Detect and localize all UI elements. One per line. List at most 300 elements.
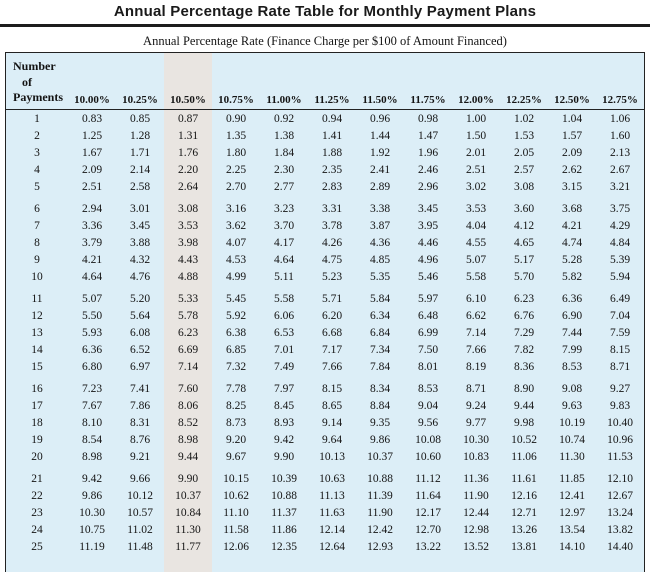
apr-value-cell: 0.90 (225, 113, 247, 125)
apr-value-cell: 3.23 (273, 203, 295, 215)
apr-value-cell: 6.53 (273, 327, 295, 339)
apr-value-cell: 1.60 (609, 130, 631, 142)
apr-value-cell: 3.78 (321, 220, 343, 232)
payments-count-cell: 24 (31, 524, 43, 536)
apr-value-cell: 10.39 (271, 473, 297, 485)
apr-value-cell: 4.04 (465, 220, 487, 232)
payments-count-cell: 15 (31, 361, 43, 373)
apr-value-cell: 1.02 (513, 113, 535, 125)
apr-value-cell: 12.42 (367, 524, 393, 536)
apr-value-cell: 4.53 (225, 254, 247, 266)
apr-value-cell: 7.14 (465, 327, 487, 339)
apr-value-cell: 11.06 (511, 451, 537, 463)
apr-value-cell: 1.06 (609, 113, 631, 125)
apr-value-cell: 1.53 (513, 130, 535, 142)
apr-value-cell: 1.25 (81, 130, 103, 142)
apr-value-cell: 4.07 (225, 237, 247, 249)
apr-value-cell: 4.32 (129, 254, 151, 266)
table-row (6, 252, 644, 269)
apr-value-cell: 5.28 (561, 254, 583, 266)
apr-value-cell: 1.57 (561, 130, 583, 142)
apr-value-cell: 11.37 (271, 507, 297, 519)
apr-value-cell: 9.86 (369, 434, 391, 446)
apr-value-cell: 7.01 (273, 344, 295, 356)
apr-value-cell: 6.23 (177, 327, 199, 339)
apr-value-cell: 5.46 (417, 271, 439, 283)
apr-value-cell: 6.48 (417, 310, 439, 322)
apr-value-cell: 0.83 (81, 113, 103, 125)
apr-value-cell: 2.30 (273, 164, 295, 176)
apr-value-cell: 10.13 (319, 451, 345, 463)
apr-value-cell: 9.64 (321, 434, 343, 446)
apr-value-cell: 13.24 (607, 507, 633, 519)
payments-count-cell: 8 (34, 237, 40, 249)
table-row (6, 145, 644, 162)
apr-value-cell: 11.13 (319, 490, 345, 502)
apr-value-cell: 1.04 (561, 113, 583, 125)
apr-value-cell: 7.29 (513, 327, 535, 339)
apr-value-cell: 11.36 (463, 473, 489, 485)
apr-value-cell: 5.35 (369, 271, 391, 283)
apr-value-cell: 8.15 (321, 383, 343, 395)
apr-value-cell: 2.13 (609, 147, 631, 159)
apr-value-cell: 5.64 (129, 310, 151, 322)
apr-value-cell: 5.17 (513, 254, 535, 266)
apr-value-cell: 9.04 (417, 400, 439, 412)
table-row (6, 381, 644, 398)
apr-value-cell: 1.50 (465, 130, 487, 142)
payments-count-cell: 6 (34, 203, 40, 215)
apr-value-cell: 6.84 (369, 327, 391, 339)
payments-count-cell: 7 (34, 220, 40, 232)
apr-value-cell: 10.57 (127, 507, 153, 519)
apr-value-cell: 8.36 (513, 361, 535, 373)
payments-count-cell: 5 (34, 181, 40, 193)
apr-value-cell: 6.97 (129, 361, 151, 373)
apr-value-cell: 8.98 (177, 434, 199, 446)
apr-value-cell: 7.23 (81, 383, 103, 395)
apr-value-cell: 7.99 (561, 344, 583, 356)
apr-value-cell: 8.25 (225, 400, 247, 412)
apr-value-cell: 4.88 (177, 271, 199, 283)
payments-count-cell: 11 (31, 293, 43, 305)
apr-value-cell: 10.08 (415, 434, 441, 446)
apr-value-cell: 3.45 (417, 203, 439, 215)
apr-value-cell: 1.44 (369, 130, 391, 142)
apr-value-cell: 8.73 (225, 417, 247, 429)
apr-value-cell: 5.94 (609, 271, 631, 283)
payments-count-cell: 16 (31, 383, 43, 395)
table-row (6, 505, 644, 522)
apr-value-cell: 6.68 (321, 327, 343, 339)
apr-value-cell: 8.53 (417, 383, 439, 395)
apr-value-cell: 3.53 (177, 220, 199, 232)
apr-value-cell: 4.64 (273, 254, 295, 266)
apr-value-cell: 5.20 (129, 293, 151, 305)
apr-value-cell: 13.54 (559, 524, 585, 536)
apr-value-cell: 2.05 (513, 147, 535, 159)
apr-value-cell: 0.85 (129, 113, 151, 125)
apr-value-cell: 4.96 (417, 254, 439, 266)
apr-value-cell: 11.30 (559, 451, 585, 463)
apr-value-cell: 7.34 (369, 344, 391, 356)
apr-value-cell: 13.52 (463, 541, 489, 553)
apr-value-cell: 6.80 (81, 361, 103, 373)
table-body (6, 110, 644, 556)
apr-value-cell: 10.30 (79, 507, 105, 519)
row-group (6, 471, 644, 556)
apr-value-cell: 8.54 (81, 434, 103, 446)
apr-value-cell: 9.90 (273, 451, 295, 463)
apr-value-cell: 2.67 (609, 164, 631, 176)
apr-value-cell: 7.66 (321, 361, 343, 373)
apr-value-cell: 13.82 (607, 524, 633, 536)
table-row (6, 449, 644, 466)
table-header-row (6, 53, 644, 110)
apr-value-cell: 10.60 (415, 451, 441, 463)
apr-value-cell: 1.28 (129, 130, 151, 142)
apr-value-cell: 4.29 (609, 220, 631, 232)
apr-value-cell: 1.84 (273, 147, 295, 159)
apr-value-cell: 8.52 (177, 417, 199, 429)
apr-value-cell: 6.62 (465, 310, 487, 322)
table-row (6, 522, 644, 539)
apr-value-cell: 10.96 (607, 434, 633, 446)
apr-value-cell: 2.51 (465, 164, 487, 176)
apr-value-cell: 3.36 (81, 220, 103, 232)
apr-value-cell: 14.10 (559, 541, 585, 553)
apr-value-cell: 9.20 (225, 434, 247, 446)
apr-value-cell: 2.09 (81, 164, 103, 176)
apr-value-cell: 6.20 (321, 310, 343, 322)
apr-value-cell: 3.53 (465, 203, 487, 215)
apr-value-cell: 1.67 (81, 147, 103, 159)
apr-value-cell: 0.98 (417, 113, 439, 125)
apr-value-cell: 2.01 (465, 147, 487, 159)
rate-column-header: 12.50% (554, 94, 590, 106)
apr-value-cell: 5.23 (321, 271, 343, 283)
apr-value-cell: 10.75 (79, 524, 105, 536)
payments-count-cell: 2 (34, 130, 40, 142)
table-row (6, 291, 644, 308)
apr-value-cell: 12.35 (271, 541, 297, 553)
apr-value-cell: 13.81 (511, 541, 537, 553)
apr-value-cell: 8.71 (609, 361, 631, 373)
apr-value-cell: 12.06 (223, 541, 249, 553)
apr-value-cell: 12.71 (511, 507, 537, 519)
apr-value-cell: 7.86 (129, 400, 151, 412)
rate-column-header: 12.00% (458, 94, 494, 106)
apr-value-cell: 10.88 (367, 473, 393, 485)
rate-column-header: 12.75% (602, 94, 638, 106)
apr-value-cell: 2.77 (273, 181, 295, 193)
apr-value-cell: 5.92 (225, 310, 247, 322)
apr-value-cell: 8.19 (465, 361, 487, 373)
apr-value-cell: 7.44 (561, 327, 583, 339)
table-row (6, 415, 644, 432)
row-group (6, 201, 644, 286)
apr-value-cell: 5.82 (561, 271, 583, 283)
apr-value-cell: 6.23 (513, 293, 535, 305)
apr-value-cell: 7.82 (513, 344, 535, 356)
apr-value-cell: 5.78 (177, 310, 199, 322)
payments-header-line-3: Payments (13, 90, 63, 104)
apr-value-cell: 11.10 (223, 507, 249, 519)
apr-value-cell: 9.35 (369, 417, 391, 429)
apr-value-cell: 4.17 (273, 237, 295, 249)
apr-value-cell: 1.76 (177, 147, 199, 159)
apr-value-cell: 10.62 (223, 490, 249, 502)
payments-count-cell: 14 (31, 344, 43, 356)
apr-value-cell: 8.93 (273, 417, 295, 429)
apr-value-cell: 2.89 (369, 181, 391, 193)
apr-value-cell: 11.90 (463, 490, 489, 502)
apr-value-cell: 10.83 (463, 451, 489, 463)
apr-value-cell: 13.22 (415, 541, 441, 553)
apr-value-cell: 5.58 (465, 271, 487, 283)
apr-value-cell: 10.88 (271, 490, 297, 502)
apr-value-cell: 3.75 (609, 203, 631, 215)
apr-value-cell: 3.79 (81, 237, 103, 249)
apr-value-cell: 4.43 (177, 254, 199, 266)
apr-value-cell: 4.55 (465, 237, 487, 249)
apr-value-cell: 14.40 (607, 541, 633, 553)
apr-value-cell: 3.68 (561, 203, 583, 215)
apr-value-cell: 6.36 (561, 293, 583, 305)
table-row (6, 128, 644, 145)
apr-value-cell: 11.86 (271, 524, 297, 536)
apr-value-cell: 1.96 (417, 147, 439, 159)
apr-value-cell: 5.58 (273, 293, 295, 305)
rate-column-header: 11.25% (314, 94, 350, 106)
apr-value-cell: 3.02 (465, 181, 487, 193)
apr-value-cell: 1.35 (225, 130, 247, 142)
apr-value-cell: 7.97 (273, 383, 295, 395)
table-row (6, 398, 644, 415)
table-row (6, 539, 644, 556)
apr-value-cell: 5.33 (177, 293, 199, 305)
apr-value-cell: 7.60 (177, 383, 199, 395)
payments-count-cell: 18 (31, 417, 43, 429)
table-row (6, 218, 644, 235)
row-group (6, 381, 644, 466)
apr-value-cell: 9.56 (417, 417, 439, 429)
apr-value-cell: 4.76 (129, 271, 151, 283)
apr-value-cell: 10.37 (367, 451, 393, 463)
apr-value-cell: 1.88 (321, 147, 343, 159)
apr-value-cell: 0.94 (321, 113, 343, 125)
apr-value-cell: 7.04 (609, 310, 631, 322)
apr-value-cell: 11.85 (559, 473, 585, 485)
apr-value-cell: 4.21 (561, 220, 583, 232)
apr-value-cell: 4.75 (321, 254, 343, 266)
apr-value-cell: 12.97 (559, 507, 585, 519)
table-row (6, 488, 644, 505)
apr-value-cell: 8.10 (81, 417, 103, 429)
apr-value-cell: 12.98 (463, 524, 489, 536)
apr-value-cell: 4.36 (369, 237, 391, 249)
payments-column-header (6, 53, 68, 109)
apr-value-cell: 8.90 (513, 383, 535, 395)
apr-value-cell: 2.96 (417, 181, 439, 193)
payments-count-cell: 13 (31, 327, 43, 339)
apr-value-cell: 2.41 (369, 164, 391, 176)
apr-value-cell: 7.41 (129, 383, 151, 395)
apr-value-cell: 3.98 (177, 237, 199, 249)
payments-count-cell: 21 (31, 473, 43, 485)
apr-value-cell: 3.31 (321, 203, 343, 215)
rate-column-header: 11.00% (266, 94, 302, 106)
apr-value-cell: 4.64 (81, 271, 103, 283)
payments-count-cell: 9 (34, 254, 40, 266)
apr-value-cell: 8.31 (129, 417, 151, 429)
apr-value-cell: 9.21 (129, 451, 151, 463)
apr-value-cell: 11.12 (415, 473, 441, 485)
apr-value-cell: 9.08 (561, 383, 583, 395)
apr-value-cell: 12.67 (607, 490, 633, 502)
apr-value-cell: 6.90 (561, 310, 583, 322)
apr-value-cell: 5.07 (81, 293, 103, 305)
apr-value-cell: 2.58 (129, 181, 151, 193)
apr-value-cell: 2.64 (177, 181, 199, 193)
apr-value-cell: 4.85 (369, 254, 391, 266)
apr-value-cell: 9.98 (513, 417, 535, 429)
apr-value-cell: 12.70 (415, 524, 441, 536)
apr-value-cell: 4.84 (609, 237, 631, 249)
apr-value-cell: 12.44 (463, 507, 489, 519)
apr-value-cell: 7.59 (609, 327, 631, 339)
apr-value-cell: 9.63 (561, 400, 583, 412)
apr-value-cell: 2.14 (129, 164, 151, 176)
apr-value-cell: 6.08 (129, 327, 151, 339)
title-rule (0, 24, 650, 27)
apr-value-cell: 1.38 (273, 130, 295, 142)
payments-count-cell: 1 (34, 113, 40, 125)
payments-count-cell: 22 (31, 490, 43, 502)
apr-value-cell: 3.01 (129, 203, 151, 215)
apr-value-cell: 11.30 (175, 524, 201, 536)
apr-value-cell: 1.47 (417, 130, 439, 142)
apr-value-cell: 11.90 (367, 507, 393, 519)
apr-value-cell: 7.67 (81, 400, 103, 412)
apr-value-cell: 5.71 (321, 293, 343, 305)
apr-value-cell: 3.15 (561, 181, 583, 193)
row-group (6, 111, 644, 196)
apr-value-cell: 11.77 (175, 541, 201, 553)
table-row (6, 111, 644, 128)
apr-value-cell: 5.45 (225, 293, 247, 305)
apr-value-cell: 4.12 (513, 220, 535, 232)
apr-value-cell: 9.90 (177, 473, 199, 485)
payments-count-cell: 4 (34, 164, 40, 176)
apr-value-cell: 1.92 (369, 147, 391, 159)
apr-value-cell: 0.92 (273, 113, 295, 125)
apr-value-cell: 7.49 (273, 361, 295, 373)
apr-value-cell: 3.88 (129, 237, 151, 249)
table-row (6, 342, 644, 359)
apr-value-cell: 8.71 (465, 383, 487, 395)
apr-value-cell: 9.24 (465, 400, 487, 412)
page-title: Annual Percentage Rate Table for Monthly Payment Plans (113, 3, 537, 20)
apr-value-cell: 3.87 (369, 220, 391, 232)
payments-count-cell: 23 (31, 507, 43, 519)
apr-value-cell: 9.66 (129, 473, 151, 485)
apr-value-cell: 8.06 (177, 400, 199, 412)
apr-value-cell: 10.52 (511, 434, 537, 446)
apr-value-cell: 4.46 (417, 237, 439, 249)
apr-value-cell: 3.21 (609, 181, 631, 193)
apr-value-cell: 8.76 (129, 434, 151, 446)
apr-value-cell: 10.63 (319, 473, 345, 485)
apr-value-cell: 7.50 (417, 344, 439, 356)
apr-value-cell: 4.21 (81, 254, 103, 266)
table-row (6, 162, 644, 179)
table-row (6, 308, 644, 325)
table-row (6, 201, 644, 218)
table-row (6, 325, 644, 342)
payments-count-cell: 3 (34, 147, 40, 159)
apr-value-cell: 2.51 (81, 181, 103, 193)
apr-value-cell: 10.74 (559, 434, 585, 446)
apr-value-cell: 5.93 (81, 327, 103, 339)
apr-value-cell: 11.63 (319, 507, 345, 519)
rate-column-header: 10.50% (170, 94, 206, 106)
rate-column-header: 10.75% (218, 94, 254, 106)
apr-value-cell: 6.38 (225, 327, 247, 339)
apr-value-cell: 3.70 (273, 220, 295, 232)
apr-value-cell: 11.19 (79, 541, 105, 553)
apr-value-cell: 8.65 (321, 400, 343, 412)
apr-value-cell: 7.17 (321, 344, 343, 356)
apr-value-cell: 9.42 (273, 434, 295, 446)
apr-value-cell: 3.62 (225, 220, 247, 232)
apr-value-cell: 0.96 (369, 113, 391, 125)
payments-count-cell: 17 (31, 400, 43, 412)
rate-column-header: 10.25% (122, 94, 158, 106)
apr-value-cell: 6.85 (225, 344, 247, 356)
apr-value-cell: 3.38 (369, 203, 391, 215)
apr-value-cell: 4.74 (561, 237, 583, 249)
apr-value-cell: 10.37 (175, 490, 201, 502)
payments-count-cell: 20 (31, 451, 43, 463)
payments-count-cell: 12 (31, 310, 43, 322)
apr-value-cell: 9.27 (609, 383, 631, 395)
apr-value-cell: 12.17 (415, 507, 441, 519)
apr-value-cell: 11.61 (511, 473, 537, 485)
apr-value-cell: 8.53 (561, 361, 583, 373)
apr-value-cell: 12.10 (607, 473, 633, 485)
apr-value-cell: 2.25 (225, 164, 247, 176)
apr-value-cell: 8.84 (369, 400, 391, 412)
table-row (6, 471, 644, 488)
apr-value-cell: 2.46 (417, 164, 439, 176)
apr-value-cell: 11.48 (127, 541, 153, 553)
apr-table (5, 52, 645, 572)
apr-value-cell: 0.87 (177, 113, 199, 125)
apr-value-cell: 4.99 (225, 271, 247, 283)
apr-value-cell: 6.76 (513, 310, 535, 322)
apr-value-cell: 11.02 (127, 524, 153, 536)
apr-value-cell: 1.80 (225, 147, 247, 159)
apr-value-cell: 2.62 (561, 164, 583, 176)
apr-value-cell: 9.67 (225, 451, 247, 463)
apr-value-cell: 3.60 (513, 203, 535, 215)
apr-value-cell: 8.01 (417, 361, 439, 373)
table-row (6, 179, 644, 196)
apr-value-cell: 13.26 (511, 524, 537, 536)
rate-column-header: 11.75% (410, 94, 446, 106)
apr-value-cell: 1.31 (177, 130, 199, 142)
